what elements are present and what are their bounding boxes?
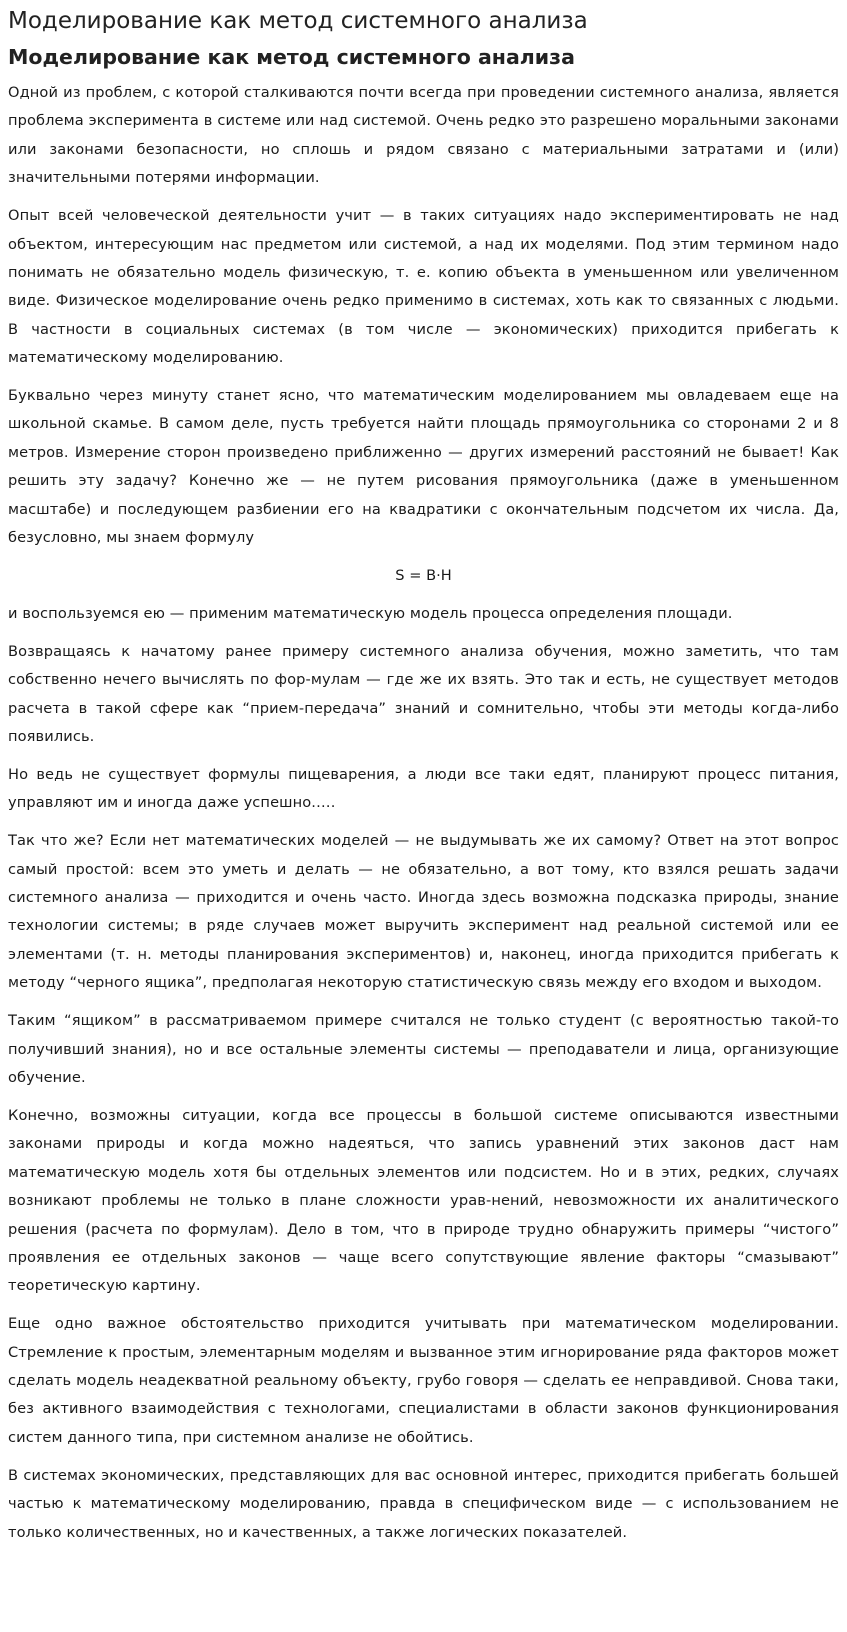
paragraph-2: Опыт всей человеческой деятельности учит — в таких ситуациях надо экспериментировать не над объектом, интересующим нас предметом или системой, а над их моделями. Под этим термином надо понимать не обязательно модель физическую, т. е. копию объекта в уменьшенном или увеличенном виде. Физическое моделирование очень редко применимо в системах, хоть как то связанных с людьми. В частности в социальных системах (в том числе — экономических) приходится прибегать к математическому моделированию.: [8, 207, 839, 367]
paragraph-1: Одной из проблем, с которой сталкиваются почти всегда при проведении системного анализа, является проблема эксперимента в системе или над системой. Очень редко это разрешено моральными законами или законами безопасности, но сплошь и рядом связано с материальными затратами и (или) значительными потерями информации.: [8, 84, 839, 187]
paragraph-10: Еще одно важное обстоятельство приходится учитывать при математическом моделировании. Стремление к простым, элементарным моделям и вызванное этим игнорирование ряда факторов может сделать модель неадекватной реальному объекту, грубо говоря — сделать ее неправдивой. Снова таки, без активного взаимодействия с технологами, специалистами в области законов функционирования систем данного типа, при системном анализе не обойтись.: [8, 1315, 839, 1446]
page-title: Моделирование как метод системного анализа: [8, 8, 588, 34]
paragraph-5: Возвращаясь к начатому ранее примеру системного анализа обучения, можно заметить, что там собственно нечего вычислять по фор-мулам — где же их взять. Это так и есть, не существует методов расчета в такой сфере как “прием-передача” знаний и сомнительно, чтобы эти методы когда-либо появились.: [8, 642, 839, 746]
paragraph-8: Таким “ящиком” в рассматриваемом примере считался не только студент (с вероятностью такой-то получивший знания), но и все остальные элементы системы — преподаватели и лица, организующие обучение.: [8, 1012, 839, 1086]
paragraph-3: Буквально через минуту станет ясно, что математическим моделированием мы овладеваем еще на школьной скамье. В самом деле, пусть требуется найти площадь прямоугольника со сторонами 2 и 8 метров. Измерение сторон произведено приближенно — других измерений расстояний не бывает! Как решить эту задачу? Конечно же — не путем рисования прямоугольника (даже в уменьшенном масштабе) и последующем разбиении его на квадратики с окончательным подсчетом их числа. Да, безусловно, мы знаем формулу: [8, 387, 839, 547]
paragraph-11: В системах экономических, представляющих для вас основной интерес, приходится прибегать большей частью к математическому моделированию, правда в специфическом виде — с использованием не только количественных, но и качественных, а также логических показателей.: [8, 1466, 839, 1541]
paragraph-9: Конечно, возможны ситуации, когда все процессы в большой системе описываются известными законами природы и когда можно надеяться, что запись уравнений этих законов даст нам математическую модель хотя бы отдельных элементов или подсистем. Но и в этих, редких, случаях возникают проблемы не только в плане сложности урав-нений, невозможности их аналитического решения (расчета по формулам). Дело в том, что в природе трудно обнаружить примеры “чистого” проявления ее отдельных законов — чаще всего сопутствующие явление факторы “смазывают” теоретическую картину.: [8, 1106, 839, 1295]
paragraph-4: и воспользуемся ею — применим математическую модель процесса определения площади.: [8, 604, 733, 622]
article-heading: Моделирование как метод системного анализа: [8, 45, 575, 69]
paragraph-6: Но ведь не существует формулы пищеварения, а люди все таки едят, планируют процесс питания, управляют им и иногда даже успешно.….: [8, 765, 839, 812]
area-formula: S = B·H: [395, 567, 452, 584]
paragraph-7: Так что же? Если нет математических моделей — не выдумывать же их самому? Ответ на этот вопрос самый простой: всем это уметь и делать — не обязательно, а вот тому, кто взялся решать задачи системного анализа — приходится и очень часто. Иногда здесь возможна подсказка природы, знание технологии системы; в ряде случаев может выручить эксперимент над реальной системой или ее элементами (т. н. методы планирования экспериментов) и, наконец, иногда приходится прибегать к методу “черного ящика”, предполагая некоторую статистическую связь между его входом и выходом.: [8, 832, 839, 992]
